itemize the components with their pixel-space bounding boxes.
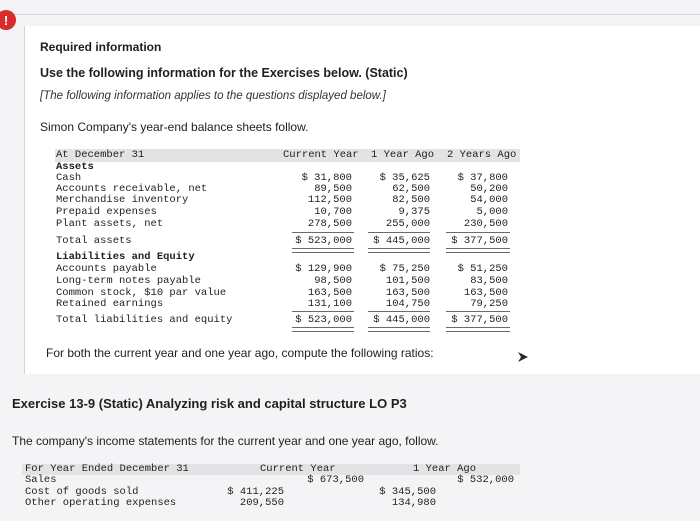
ratios-prompt: For both the current year and one year ago, compute the following ratios:	[46, 346, 434, 360]
subtotal-rule	[368, 311, 430, 312]
income-statement-intro: The company's income statements for the current year and one year ago, follow.	[12, 434, 439, 448]
is-col-header-current: Current Year	[260, 463, 336, 475]
col-header-1yr: 1 Year Ago	[371, 149, 435, 161]
info-note: [The following information applies to the questions displayed below.]	[40, 90, 386, 102]
mouse-pointer-icon	[516, 350, 530, 364]
col-header-2yr: 2 Years Ago	[447, 149, 517, 161]
balance-sheet-intro: Simon Company's year-end balance sheets follow.	[40, 120, 309, 134]
exercise-title: Exercise 13-9 (Static) Analyzing risk and capital structure LO P3	[12, 396, 407, 411]
subtotal-rule	[446, 311, 510, 312]
subtotal-rule	[292, 311, 354, 312]
subtotal-rule	[292, 232, 354, 233]
total-double-rule	[292, 248, 354, 253]
is-col-header-date: For Year Ended December 31	[25, 463, 189, 475]
subtotal-rule	[446, 232, 510, 233]
total-double-rule	[292, 327, 354, 332]
liabilities-heading: Liabilities and Equity	[56, 251, 195, 263]
col-header-date: At December 31	[56, 149, 145, 161]
total-double-rule	[368, 248, 430, 253]
required-info-title: Required information	[40, 40, 162, 54]
alert-icon: !	[0, 10, 16, 30]
total-double-rule	[446, 248, 510, 253]
top-divider	[0, 14, 700, 15]
assets-heading: Assets	[56, 161, 94, 173]
col-header-current: Current Year	[283, 149, 359, 161]
total-double-rule	[368, 327, 430, 332]
instruction-heading: Use the following information for the Exercises below. (Static)	[40, 66, 408, 80]
is-col-header-1yr: 1 Year Ago	[413, 463, 477, 475]
subtotal-rule	[368, 232, 430, 233]
total-double-rule	[446, 327, 510, 332]
